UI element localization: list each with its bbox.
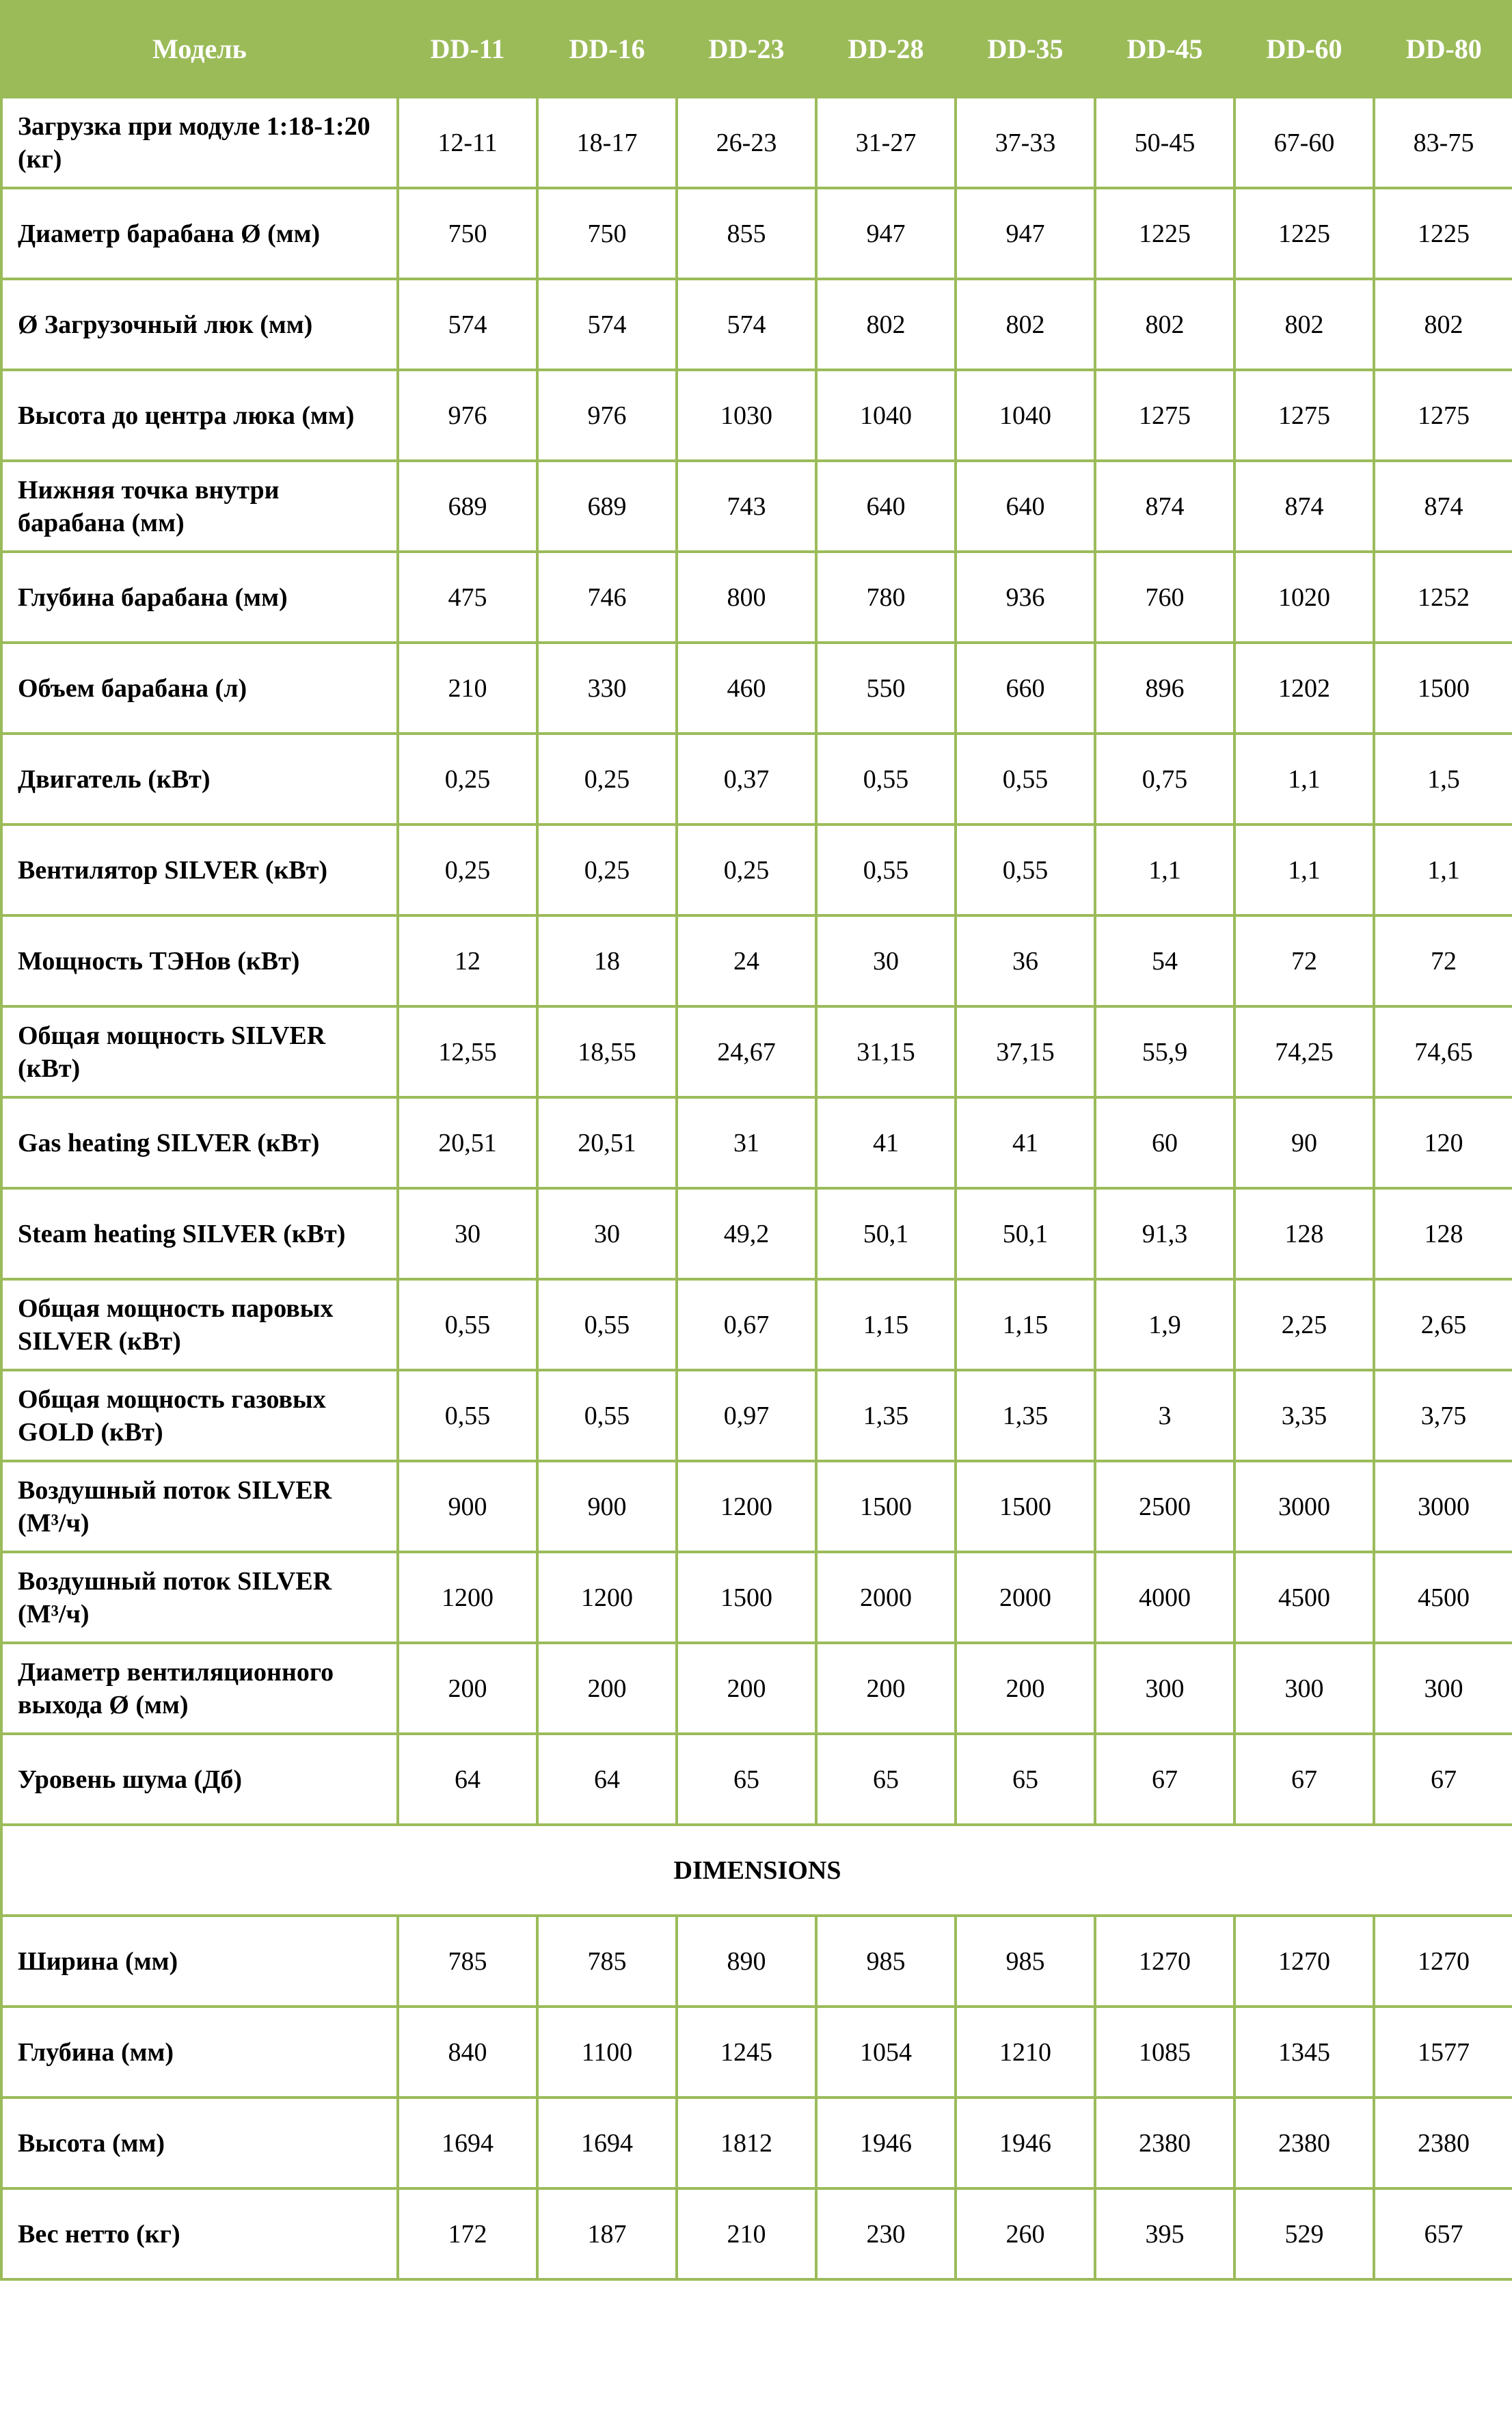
table-cell: 1946 <box>816 2098 956 2188</box>
table-row <box>1 188 1512 279</box>
table-cell: 0,55 <box>537 1279 677 1370</box>
table-cell: 3 <box>1095 1370 1234 1461</box>
header-model: DD-16 <box>537 1 677 97</box>
table-cell: 890 <box>677 1916 816 2007</box>
table-cell: 1252 <box>1374 552 1512 643</box>
table-cell: 18-17 <box>537 97 677 188</box>
table-cell: 947 <box>956 188 1095 279</box>
table-cell: 26-23 <box>677 97 816 188</box>
table-cell: 0,25 <box>677 825 816 915</box>
table-row <box>1 1006 1512 1097</box>
table-row <box>1 915 1512 1006</box>
table-cell: 1040 <box>816 370 956 461</box>
table-cell: 657 <box>1374 2188 1512 2279</box>
table-cell: 300 <box>1374 1643 1512 1734</box>
table-cell: 840 <box>398 2007 537 2098</box>
header-row <box>1 1 1512 97</box>
header-model: DD-45 <box>1095 1 1234 97</box>
table-header <box>1 1 1512 97</box>
table-cell: 550 <box>816 643 956 734</box>
table-cell: 800 <box>677 552 816 643</box>
table-cell: 54 <box>1095 915 1234 1006</box>
table-cell: 785 <box>537 1916 677 2007</box>
table-cell: 1270 <box>1234 1916 1374 2007</box>
table-cell: 0,25 <box>398 734 537 825</box>
table-cell: 83-75 <box>1374 97 1512 188</box>
row-label: Объем барабана (л) <box>1 643 398 734</box>
row-label: Steam heating SILVER (кВт) <box>1 1188 398 1279</box>
table-cell: 874 <box>1374 461 1512 552</box>
table-cell: 574 <box>398 279 537 370</box>
row-label: Диаметр барабана Ø (мм) <box>1 188 398 279</box>
table-row <box>1 1097 1512 1188</box>
table-cell: 128 <box>1374 1188 1512 1279</box>
table-cell: 1577 <box>1374 2007 1512 2098</box>
table-cell: 1,1 <box>1234 734 1374 825</box>
table-cell: 1270 <box>1095 1916 1234 2007</box>
table-cell: 1085 <box>1095 2007 1234 2098</box>
table-cell: 128 <box>1234 1188 1374 1279</box>
table-cell: 1270 <box>1374 1916 1512 2007</box>
table-cell: 1345 <box>1234 2007 1374 2098</box>
table-cell: 780 <box>816 552 956 643</box>
row-label: Вентилятор SILVER (кВт) <box>1 825 398 915</box>
table-cell: 67-60 <box>1234 97 1374 188</box>
table-cell: 1200 <box>677 1461 816 1552</box>
table-cell: 640 <box>816 461 956 552</box>
table-cell: 1210 <box>956 2007 1095 2098</box>
table-cell: 12,55 <box>398 1006 537 1097</box>
table-cell: 210 <box>398 643 537 734</box>
table-cell: 30 <box>537 1188 677 1279</box>
table-row <box>1 2007 1512 2098</box>
table-cell: 1030 <box>677 370 816 461</box>
table-cell: 1,35 <box>816 1370 956 1461</box>
row-label: Мощность ТЭНов (кВт) <box>1 915 398 1006</box>
table-cell: 1946 <box>956 2098 1095 2188</box>
table-cell: 3,75 <box>1374 1370 1512 1461</box>
table-cell: 2,25 <box>1234 1279 1374 1370</box>
table-row <box>1 1461 1512 1552</box>
table-cell: 4000 <box>1095 1552 1234 1643</box>
table-cell: 230 <box>816 2188 956 2279</box>
table-cell: 0,55 <box>398 1279 537 1370</box>
row-label: Общая мощность газовых GOLD (кВт) <box>1 1370 398 1461</box>
table-cell: 855 <box>677 188 816 279</box>
table-cell: 750 <box>537 188 677 279</box>
table-cell: 172 <box>398 2188 537 2279</box>
table-cell: 529 <box>1234 2188 1374 2279</box>
row-label: Глубина барабана (мм) <box>1 552 398 643</box>
table-row <box>1 97 1512 188</box>
table-cell: 896 <box>1095 643 1234 734</box>
table-cell: 0,75 <box>1095 734 1234 825</box>
table-cell: 260 <box>956 2188 1095 2279</box>
table-cell: 24,67 <box>677 1006 816 1097</box>
table-cell: 72 <box>1374 915 1512 1006</box>
table-cell: 67 <box>1095 1734 1234 1825</box>
header-model: DD-11 <box>398 1 537 97</box>
table-cell: 3000 <box>1234 1461 1374 1552</box>
table-row <box>1 643 1512 734</box>
header-model-label: Модель <box>1 1 398 97</box>
table-cell: 1694 <box>398 2098 537 2188</box>
table-cell: 1500 <box>1374 643 1512 734</box>
table-cell: 0,37 <box>677 734 816 825</box>
table-cell: 31,15 <box>816 1006 956 1097</box>
table-cell: 18 <box>537 915 677 1006</box>
table-cell: 31-27 <box>816 97 956 188</box>
table-row <box>1 825 1512 915</box>
table-body <box>1 97 1512 2279</box>
table-cell: 65 <box>677 1734 816 1825</box>
table-row <box>1 2188 1512 2279</box>
table-row <box>1 734 1512 825</box>
table-cell: 74,65 <box>1374 1006 1512 1097</box>
table-cell: 1,15 <box>956 1279 1095 1370</box>
table-cell: 1500 <box>677 1552 816 1643</box>
table-cell: 67 <box>1374 1734 1512 1825</box>
table-cell: 65 <box>956 1734 1095 1825</box>
table-cell: 50-45 <box>1095 97 1234 188</box>
table-cell: 65 <box>816 1734 956 1825</box>
table-row <box>1 1188 1512 1279</box>
table-cell: 0,97 <box>677 1370 816 1461</box>
table-cell: 200 <box>537 1643 677 1734</box>
table-cell: 24 <box>677 915 816 1006</box>
table-cell: 200 <box>398 1643 537 1734</box>
table-cell: 90 <box>1234 1097 1374 1188</box>
row-label: Gas heating SILVER (кВт) <box>1 1097 398 1188</box>
table-cell: 1812 <box>677 2098 816 2188</box>
table-cell: 802 <box>956 279 1095 370</box>
table-row <box>1 1734 1512 1825</box>
table-cell: 30 <box>398 1188 537 1279</box>
row-label: Общая мощность SILVER (кВт) <box>1 1006 398 1097</box>
table-cell: 4500 <box>1374 1552 1512 1643</box>
table-cell: 3,35 <box>1234 1370 1374 1461</box>
table-cell: 200 <box>677 1643 816 1734</box>
table-cell: 0,55 <box>816 825 956 915</box>
table-cell: 330 <box>537 643 677 734</box>
row-label: Воздушный поток SILVER (М³/ч) <box>1 1461 398 1552</box>
table-cell: 1245 <box>677 2007 816 2098</box>
row-label: Ø Загрузочный люк (мм) <box>1 279 398 370</box>
table-cell: 1275 <box>1234 370 1374 461</box>
header-model: DD-28 <box>816 1 956 97</box>
table-cell: 1694 <box>537 2098 677 2188</box>
row-label: Ширина (мм) <box>1 1916 398 2007</box>
table-cell: 976 <box>537 370 677 461</box>
table-row <box>1 279 1512 370</box>
row-label: Воздушный поток SILVER (М³/ч) <box>1 1552 398 1643</box>
table-row <box>1 1643 1512 1734</box>
table-cell: 395 <box>1095 2188 1234 2279</box>
header-model: DD-23 <box>677 1 816 97</box>
table-cell: 1225 <box>1095 188 1234 279</box>
table-cell: 300 <box>1095 1643 1234 1734</box>
table-cell: 200 <box>956 1643 1095 1734</box>
table-cell: 12 <box>398 915 537 1006</box>
table-cell: 1,15 <box>816 1279 956 1370</box>
table-cell: 1,1 <box>1234 825 1374 915</box>
table-cell: 74,25 <box>1234 1006 1374 1097</box>
table-cell: 475 <box>398 552 537 643</box>
row-label: Нижняя точка внутри барабана (мм) <box>1 461 398 552</box>
table-cell: 1200 <box>398 1552 537 1643</box>
table-cell: 12-11 <box>398 97 537 188</box>
table-cell: 802 <box>1234 279 1374 370</box>
table-cell: 0,55 <box>537 1370 677 1461</box>
table-cell: 900 <box>537 1461 677 1552</box>
table-cell: 0,25 <box>398 825 537 915</box>
table-cell: 900 <box>398 1461 537 1552</box>
table-cell: 1,1 <box>1095 825 1234 915</box>
table-cell: 49,2 <box>677 1188 816 1279</box>
table-cell: 1,1 <box>1374 825 1512 915</box>
table-cell: 1,9 <box>1095 1279 1234 1370</box>
table-cell: 2380 <box>1374 2098 1512 2188</box>
table-cell: 300 <box>1234 1643 1374 1734</box>
table-cell: 802 <box>1374 279 1512 370</box>
table-cell: 802 <box>816 279 956 370</box>
table-cell: 1202 <box>1234 643 1374 734</box>
table-cell: 460 <box>677 643 816 734</box>
table-cell: 0,55 <box>816 734 956 825</box>
table-cell: 936 <box>956 552 1095 643</box>
table-row <box>1 552 1512 643</box>
table-cell: 37-33 <box>956 97 1095 188</box>
row-label: Уровень шума (Дб) <box>1 1734 398 1825</box>
table-cell: 0,67 <box>677 1279 816 1370</box>
table-cell: 2,65 <box>1374 1279 1512 1370</box>
table-cell: 72 <box>1234 915 1374 1006</box>
table-cell: 802 <box>1095 279 1234 370</box>
table-cell: 0,25 <box>537 734 677 825</box>
table-row <box>1 461 1512 552</box>
table-cell: 976 <box>398 370 537 461</box>
section-row <box>1 1825 1512 1916</box>
table-cell: 18,55 <box>537 1006 677 1097</box>
table-cell: 0,55 <box>398 1370 537 1461</box>
table-cell: 36 <box>956 915 1095 1006</box>
row-label: Вес нетто (кг) <box>1 2188 398 2279</box>
table-cell: 1225 <box>1374 188 1512 279</box>
table-cell: 37,15 <box>956 1006 1095 1097</box>
table-cell: 1500 <box>956 1461 1095 1552</box>
table-cell: 0,55 <box>956 734 1095 825</box>
table-cell: 2000 <box>816 1552 956 1643</box>
table-cell: 1275 <box>1374 370 1512 461</box>
table-cell: 1225 <box>1234 188 1374 279</box>
table-cell: 985 <box>816 1916 956 2007</box>
table-row <box>1 1552 1512 1643</box>
row-label: Двигатель (кВт) <box>1 734 398 825</box>
table-cell: 120 <box>1374 1097 1512 1188</box>
table-cell: 210 <box>677 2188 816 2279</box>
table-cell: 2000 <box>956 1552 1095 1643</box>
table-cell: 1054 <box>816 2007 956 2098</box>
row-label: Общая мощность паровых SILVER (кВт) <box>1 1279 398 1370</box>
table-cell: 574 <box>677 279 816 370</box>
table-cell: 41 <box>956 1097 1095 1188</box>
table-cell: 1,35 <box>956 1370 1095 1461</box>
table-cell: 1020 <box>1234 552 1374 643</box>
table-cell: 874 <box>1234 461 1374 552</box>
table-cell: 200 <box>816 1643 956 1734</box>
table-row <box>1 370 1512 461</box>
table-cell: 689 <box>398 461 537 552</box>
table-cell: 760 <box>1095 552 1234 643</box>
header-model: DD-60 <box>1234 1 1374 97</box>
table-cell: 689 <box>537 461 677 552</box>
table-cell: 640 <box>956 461 1095 552</box>
row-label: Высота (мм) <box>1 2098 398 2188</box>
table-cell: 3000 <box>1374 1461 1512 1552</box>
table-row <box>1 2098 1512 2188</box>
section-title: DIMENSIONS <box>1 1825 1512 1916</box>
table-cell: 55,9 <box>1095 1006 1234 1097</box>
table-cell: 50,1 <box>816 1188 956 1279</box>
table-cell: 2500 <box>1095 1461 1234 1552</box>
table-cell: 874 <box>1095 461 1234 552</box>
row-label: Загрузка при модуле 1:18-1:20 (кг) <box>1 97 398 188</box>
table-cell: 1040 <box>956 370 1095 461</box>
row-label: Глубина (мм) <box>1 2007 398 2098</box>
header-model: DD-80 <box>1374 1 1512 97</box>
table-cell: 2380 <box>1234 2098 1374 2188</box>
table-cell: 50,1 <box>956 1188 1095 1279</box>
table-cell: 1100 <box>537 2007 677 2098</box>
table-cell: 1275 <box>1095 370 1234 461</box>
table-cell: 91,3 <box>1095 1188 1234 1279</box>
table-cell: 985 <box>956 1916 1095 2007</box>
table-cell: 20,51 <box>537 1097 677 1188</box>
table-cell: 750 <box>398 188 537 279</box>
table-cell: 746 <box>537 552 677 643</box>
row-label: Высота до центра люка (мм) <box>1 370 398 461</box>
row-label: Диаметр вентиляционного выхода Ø (мм) <box>1 1643 398 1734</box>
table-cell: 660 <box>956 643 1095 734</box>
table-row <box>1 1279 1512 1370</box>
table-cell: 4500 <box>1234 1552 1374 1643</box>
table-cell: 1500 <box>816 1461 956 1552</box>
table-cell: 743 <box>677 461 816 552</box>
table-cell: 187 <box>537 2188 677 2279</box>
table-cell: 1200 <box>537 1552 677 1643</box>
table-cell: 0,25 <box>537 825 677 915</box>
table-cell: 64 <box>398 1734 537 1825</box>
header-model: DD-35 <box>956 1 1095 97</box>
table-cell: 67 <box>1234 1734 1374 1825</box>
table-row <box>1 1916 1512 2007</box>
table-cell: 1,5 <box>1374 734 1512 825</box>
table-cell: 60 <box>1095 1097 1234 1188</box>
table-cell: 31 <box>677 1097 816 1188</box>
table-cell: 30 <box>816 915 956 1006</box>
table-cell: 20,51 <box>398 1097 537 1188</box>
table-cell: 947 <box>816 188 956 279</box>
table-cell: 0,55 <box>956 825 1095 915</box>
table-row <box>1 1370 1512 1461</box>
table-cell: 64 <box>537 1734 677 1825</box>
table-cell: 574 <box>537 279 677 370</box>
table-cell: 2380 <box>1095 2098 1234 2188</box>
table-cell: 41 <box>816 1097 956 1188</box>
table-cell: 785 <box>398 1916 537 2007</box>
